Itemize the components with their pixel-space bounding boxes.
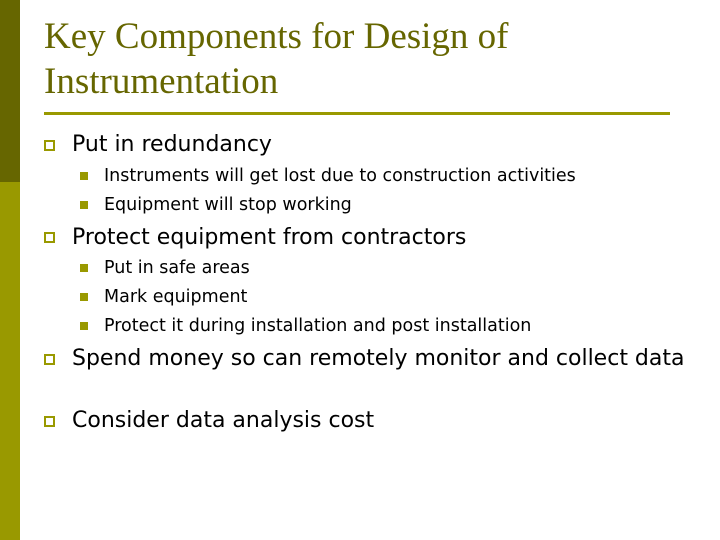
slide-title: Key Components for Design of Instrumentation [44, 16, 509, 102]
filled-square-icon [80, 322, 88, 330]
sub-bullet-item: Mark equipment [104, 287, 248, 307]
hollow-square-icon [44, 416, 55, 427]
hollow-square-icon [44, 354, 55, 365]
sub-bullet-item: Equipment will stop working [104, 195, 352, 215]
filled-square-icon [80, 264, 88, 272]
sub-bullet-item: Instruments will get lost due to construction activities [104, 166, 576, 186]
filled-square-icon [80, 172, 88, 180]
hollow-square-icon [44, 140, 55, 151]
filled-square-icon [80, 201, 88, 209]
hollow-square-icon [44, 232, 55, 243]
bullet-item: Consider data analysis cost [72, 408, 375, 433]
bullet-item: Protect equipment from contractors [72, 225, 467, 250]
filled-square-icon [80, 293, 88, 301]
sub-bullet-item: Protect it during installation and post installation [104, 316, 532, 336]
bullet-item: Put in redundancy [72, 132, 272, 157]
sub-bullet-item: Put in safe areas [104, 258, 250, 278]
bullet-item: Spend money so can remotely monitor and collect data [72, 346, 685, 371]
